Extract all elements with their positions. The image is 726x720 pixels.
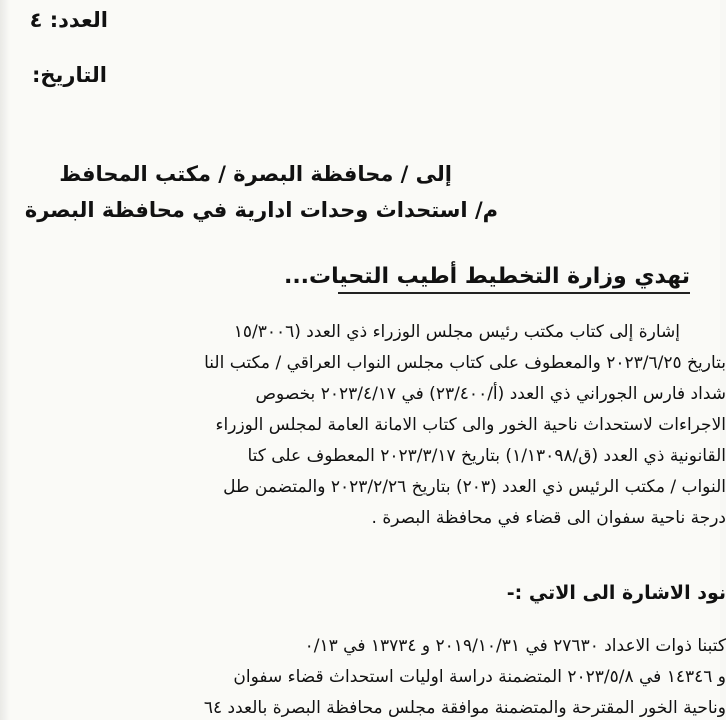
document-number-label: العدد: ٤ [29,8,108,32]
paragraph2-line-1: كتبنا ذوات الاعداد ٢٧٦٣٠ في ٢٠١٩/١٠/٣١ و ١٣٧٣٤ في ٠/١٣ [304,636,726,656]
greeting-underline [338,292,690,294]
document-date-label: التاريخ: [31,63,107,87]
paragraph1-line-2: بتاريخ ٢٠٢٣/٦/٢٥ والمعطوف على كتاب مجلس النواب العراقي / مكتب النا [204,353,726,373]
subject-line: م/ استحداث وحدات ادارية في محافظة البصرة [24,198,498,222]
addressee-line: إلى / محافظة البصرة / مكتب المحافظ [59,162,452,186]
paragraph2-line-2: و ١٤٣٤٦ في ٢٠٢٣/٥/٨ المتضمنة دراسة اوليات استحداث قضاء سفوان [233,667,726,687]
greeting-line: تهدي وزارة التخطيط أطيب التحيات... [283,264,690,289]
paragraph1-line-3: شداد فارس الجوراني ذي العدد (أ/٢٣/٤٠٠) في ٢٠٢٣/٤/١٧ بخصوص [255,384,726,404]
paragraph1-line-1: إشارة إلى كتاب مكتب رئيس مجلس الوزراء ذي العدد (١٥/٣٠٠٦ [233,322,680,342]
paragraph1-line-5: القانونية ذي العدد (ق/١/١٣٠٩٨) بتاريخ ٢٠٢٣/٣/١٧ المعطوف على كتا [247,446,726,466]
paragraph1-line-4: الاجراءات لاستحداث ناحية الخور والى كتاب الامانة العامة لمجلس الوزراء [215,415,726,435]
clauses-heading: نود الاشارة الى الاتي :- [506,582,726,604]
paragraph1-line-6: النواب / مكتب الرئيس ذي العدد (٢٠٣) بتاريخ ٢٠٢٣/٢/٢٦ والمتضمن طل [223,477,726,497]
paragraph1-line-7: درجة ناحية سفوان الى قضاء في محافظة البصرة . [371,508,726,528]
paragraph2-line-3: وناحية الخور المقترحة والمتضمنة موافقة مجلس محافظة البصرة بالعدد ٦٤ [203,698,726,718]
scan-edge-shadow [0,0,10,720]
